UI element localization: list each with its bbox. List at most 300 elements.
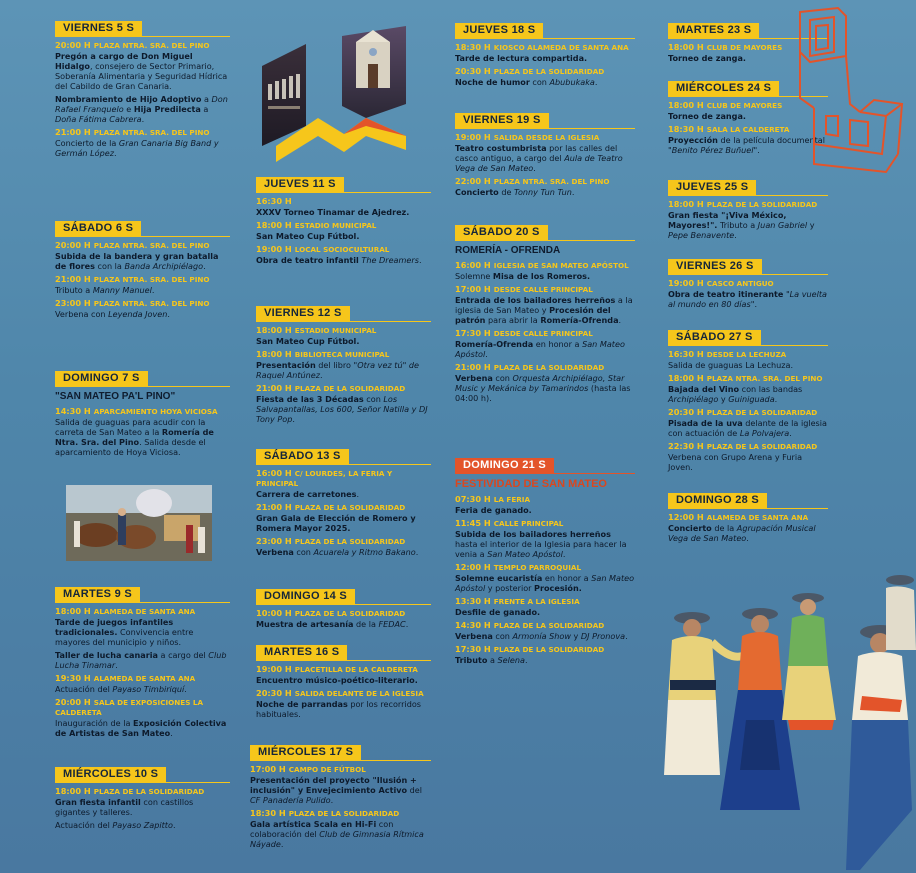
event-item (455, 494, 635, 515)
event-text: . (533, 163, 536, 173)
event-time: 21:00 H (55, 127, 91, 137)
day-header: MARTES 23 S (668, 23, 759, 38)
event-time-location (455, 328, 635, 339)
event-description (256, 699, 431, 719)
event-description (256, 394, 431, 424)
event-item (55, 298, 230, 319)
event-item (55, 697, 230, 738)
event-description (668, 523, 828, 543)
event-text: Concierto (668, 523, 712, 533)
event-description (256, 513, 431, 533)
event-description (55, 51, 230, 91)
event-text: Salida de guaguas para acudir con la carreta de San Mateo a la (55, 417, 206, 437)
event-text: Obra de teatro itinerante (668, 289, 784, 299)
event-time: 17:00 H (455, 284, 491, 294)
event-text: "Benito Pérez Buñuel" (668, 145, 758, 155)
event-time-location (455, 284, 635, 295)
romeria-oxcart-photo (66, 485, 212, 561)
event-text: . (172, 820, 176, 830)
event-description (455, 187, 635, 197)
day-header: DOMINGO 7 S (55, 371, 148, 386)
event-text: Manny Manuel (92, 285, 152, 295)
event-item (55, 240, 230, 271)
event-time-location (256, 536, 431, 547)
event-description (455, 339, 635, 359)
event-time: 14:30 H (55, 406, 91, 416)
event-text: Verbena con (55, 309, 109, 319)
event-text: a cargo del (157, 650, 209, 660)
event-time: 18:30 H (668, 124, 704, 134)
event-location: APARCAMIENTO HOYA VICIOSA (93, 407, 218, 416)
event-text: DJ Pronova (580, 631, 626, 641)
event-location: KIOSCO ALAMEDA DE SANTA ANA (493, 43, 629, 52)
event-text: Gran fiesta "¡Viva México, Mayores!". (668, 210, 787, 230)
event-location: BIBLIOTECA MUNICIPAL (294, 350, 390, 359)
event-text: The Dreamers (361, 255, 419, 265)
event-time-location (668, 407, 828, 418)
event-time-location (455, 260, 635, 271)
event-text: FEDAC (378, 619, 406, 629)
event-text: Romería-Ofrenda (540, 315, 619, 325)
day-divider (250, 760, 431, 761)
event-text: San Mateo Apóstol (455, 573, 635, 593)
event-text: Los Salvapantallas, Los 600, Señor Natilla y DJ Tony Pop (256, 394, 428, 424)
event-text: (hasta las 04:00 h). (455, 383, 631, 403)
day-divider (55, 602, 230, 603)
event-description (455, 53, 635, 63)
event-text: CF Panadería Pulido (250, 795, 331, 805)
event-time-location (256, 244, 431, 255)
event-description (455, 655, 635, 665)
event-time: 13:30 H (455, 596, 491, 606)
event-text: Leyenda Joven (108, 309, 168, 319)
event-text: con (293, 547, 314, 557)
event-text: Muestra de artesanía (256, 619, 354, 629)
event-text: Actuación del (55, 820, 113, 830)
event-time: 21:00 H (256, 502, 292, 512)
event-time: 23:00 H (55, 298, 91, 308)
event-item (256, 220, 431, 241)
event-item (55, 673, 230, 694)
event-time: 21:00 H (256, 383, 292, 393)
event-text: con (529, 77, 550, 87)
event-time-location (668, 512, 828, 523)
event-item (256, 502, 431, 533)
event-text: . (356, 489, 360, 499)
day-divider (668, 274, 828, 275)
day-divider (256, 660, 431, 661)
event-location: PLAZA DE LA SOLIDARIDAD (294, 609, 406, 618)
event-time-location (256, 468, 431, 489)
event-text: y (718, 394, 729, 404)
event-location: PLAZA NTRA. SRA. DEL PINO (93, 275, 210, 284)
event-description (455, 77, 635, 87)
day-section (55, 582, 230, 738)
event-location: PLACETILLA DE LA CALDERETA (294, 665, 418, 674)
event-text: . (562, 549, 566, 559)
event-description (455, 607, 635, 617)
event-time: 21:00 H (455, 362, 491, 372)
event-description (668, 452, 828, 472)
event-time-location (455, 176, 635, 187)
event-description (55, 718, 230, 738)
day-header: JUEVES 11 S (256, 177, 344, 192)
day-section (55, 16, 230, 158)
event-time: 18:00 H (668, 199, 704, 209)
event-text: Exposición Colectiva de Artistas de San Mateo (55, 718, 227, 738)
event-time-location (455, 596, 635, 607)
event-description (455, 505, 635, 515)
event-text: Tarde de lectura compartida. (455, 53, 588, 63)
event-description (256, 336, 431, 346)
event-item (256, 468, 431, 499)
event-description (250, 819, 431, 849)
day-section (455, 453, 635, 665)
event-location: IGLESIA DE SAN MATEO APÓSTOL (493, 261, 629, 270)
event-text: Torneo de zanga. (668, 111, 746, 121)
event-text: Gran fiesta infantil (55, 797, 141, 807)
event-text: delante de la iglesia con actuación de (668, 418, 827, 438)
event-text: . (774, 394, 778, 404)
day-divider (455, 128, 635, 129)
event-location: ALAMEDA DE SANTA ANA (93, 674, 196, 683)
event-item (668, 278, 828, 309)
event-text: Romería de Ntra. Sra. del Pino (55, 427, 214, 447)
event-text: para abrir la (485, 315, 541, 325)
event-time: 18:00 H (55, 606, 91, 616)
event-location: LOCAL SOCIOCULTURAL (294, 245, 390, 254)
event-time-location (55, 240, 230, 251)
event-text: . (170, 728, 173, 738)
event-time-location (455, 644, 635, 655)
event-text: e (123, 104, 134, 114)
event-time: 16:30 H (256, 196, 292, 206)
day-divider (256, 464, 431, 465)
event-item (455, 284, 635, 325)
event-text: La Polvajera (739, 428, 790, 438)
event-item (668, 373, 828, 404)
event-item (668, 512, 828, 543)
event-text: San Mateo Cup Fútbol. (256, 231, 360, 241)
event-item (668, 199, 828, 240)
event-text: Misa de los Romeros. (492, 271, 591, 281)
event-text: . (625, 631, 628, 641)
event-item (55, 606, 230, 647)
event-text: . (115, 660, 118, 670)
event-description (455, 271, 635, 281)
event-text: Procesión. (534, 583, 582, 593)
event-time-location (256, 664, 431, 675)
event-text: Guiniguada (728, 394, 775, 404)
event-time: 20:00 H (55, 240, 91, 250)
event-location: SALIDA DELANTE DE LA IGLESIA (294, 689, 424, 698)
event-time-location (455, 518, 635, 529)
event-time: 07:30 H (455, 494, 491, 504)
event-text: a (487, 655, 498, 665)
event-text: , consejero de Sector Primario, Soberanía Alimentaria y Seguridad Hídrica del Cabildo de Gran Canaria. (55, 61, 228, 91)
event-text: Concierto (455, 187, 499, 197)
event-text: y (807, 220, 815, 230)
day-header: VIERNES 19 S (455, 113, 549, 128)
event-text: Tributo a (717, 220, 758, 230)
day-header: JUEVES 25 S (668, 180, 756, 195)
event-text: XXXV Torneo Tinamar de Ajedrez. (256, 207, 410, 217)
event-text: con castillos gigantes y talleres. (55, 797, 194, 817)
day-section (256, 301, 431, 424)
event-time-location (455, 42, 635, 53)
event-text: . (184, 684, 187, 694)
event-text: Teatro costumbrista (455, 143, 547, 153)
event-time: 22:30 H (668, 441, 704, 451)
event-item (256, 688, 431, 719)
event-location: DESDE CALLE PRINCIPAL (493, 285, 593, 294)
event-text: Subida de la bandera y gran batalla de flores (55, 251, 219, 271)
event-location: PLAZA NTRA. SRA. DEL PINO (706, 374, 823, 383)
event-text: de (498, 187, 515, 197)
event-item (256, 196, 431, 217)
day-header: MARTES 16 S (256, 645, 347, 660)
event-time: 11:45 H (455, 518, 491, 528)
event-location: PLAZA DE LA SOLIDARIDAD (493, 645, 605, 654)
day-section (455, 108, 635, 197)
event-text: en honor a (542, 573, 592, 583)
event-time: 17:30 H (455, 644, 491, 654)
event-text: . (485, 349, 488, 359)
day-subtitle: ROMERÍA - OFRENDA (455, 245, 561, 256)
event-time: 12:00 H (668, 512, 704, 522)
event-text: Noche de parrandas (256, 699, 348, 709)
tower-line-icon (790, 4, 916, 176)
day-header: MIÉRCOLES 24 S (668, 81, 779, 96)
event-text: Aula de Teatro Vega de San Mateo (455, 153, 623, 173)
event-text: . (524, 655, 528, 665)
event-text: Armonía Show (512, 631, 571, 641)
event-time: 16:30 H (668, 349, 704, 359)
event-time-location (250, 764, 431, 775)
event-time: 22:00 H (455, 176, 491, 186)
event-description (256, 489, 431, 499)
event-location: TEMPLO PARROQUIAL (493, 563, 582, 572)
event-text: Presentación del proyecto "Ilusión + inclusión" y Envejecimiento Activo (250, 775, 417, 795)
event-text: Entrada de los bailadores herreños (455, 295, 616, 305)
day-section (668, 325, 828, 472)
day-section (55, 366, 230, 457)
event-text: Actuación del (55, 684, 113, 694)
event-text: Bajada del Vino (668, 384, 740, 394)
event-location: SALA LA CALDERETA (706, 125, 790, 134)
event-description (55, 285, 230, 295)
day-section (256, 584, 431, 629)
event-text: Noche de humor (455, 77, 530, 87)
event-text: . (330, 795, 334, 805)
event-time: 17:30 H (455, 328, 491, 338)
event-text: Gran Gala de Elección de Romero y Romera Mayor 2025. (256, 513, 416, 533)
event-text: Juan Gabriel (757, 220, 808, 230)
event-item (256, 536, 431, 557)
event-text: Banda Archipiélago (124, 261, 204, 271)
event-text: con colaboración del (250, 819, 394, 839)
day-divider (256, 192, 431, 193)
event-text: Torneo de zanga. (668, 53, 746, 63)
event-description (55, 94, 230, 124)
event-description (55, 797, 230, 817)
event-description (455, 295, 635, 325)
event-item (455, 328, 635, 359)
day-divider (668, 508, 828, 509)
event-text: de la (353, 619, 379, 629)
day-section (668, 488, 828, 543)
day-divider (55, 36, 230, 37)
event-text: . (594, 77, 598, 87)
event-text: . (280, 839, 284, 849)
event-text: Gran Canaria Big Band y Germán López (55, 138, 219, 158)
event-item (455, 260, 635, 281)
event-location: CLUB DE MAYORES (706, 101, 783, 110)
event-description (455, 573, 635, 593)
event-location: C/ LOURDES, LA FERIA Y PRINCIPAL (256, 469, 393, 488)
event-text: Hija Predilecta (133, 104, 201, 114)
event-item (250, 764, 431, 805)
event-item (256, 349, 431, 380)
event-time-location (668, 278, 828, 289)
event-text: por las calles del casco antiguo, a cargo del (455, 143, 618, 163)
day-divider (256, 604, 431, 605)
event-time: 20:00 H (55, 40, 91, 50)
event-time-location (668, 349, 828, 360)
event-description (455, 529, 635, 559)
event-text: "La vuelta al mundo en 80 días" (668, 289, 827, 309)
event-item (55, 406, 230, 457)
day-header: SÁBADO 6 S (55, 221, 141, 236)
event-time: 17:00 H (250, 764, 286, 774)
event-item (256, 325, 431, 346)
event-time-location (250, 808, 431, 819)
event-time: 20:30 H (455, 66, 491, 76)
event-time: 19:00 H (455, 132, 491, 142)
event-text: por los recorridos habituales. (256, 699, 421, 719)
event-description (55, 617, 230, 647)
event-text: de la (711, 523, 737, 533)
event-description (55, 820, 230, 830)
event-time: 23:00 H (256, 536, 292, 546)
event-time: 18:00 H (55, 786, 91, 796)
event-time: 18:00 H (256, 349, 292, 359)
day-section (668, 254, 828, 309)
event-time-location (256, 502, 431, 513)
event-time: 19:00 H (256, 664, 292, 674)
event-time: 18:00 H (668, 100, 704, 110)
event-text: . (746, 533, 749, 543)
event-time: 20:30 H (256, 688, 292, 698)
day-section (55, 216, 230, 319)
event-text: Desfile de ganado. (455, 607, 541, 617)
event-text: . (618, 315, 622, 325)
event-time-location (256, 325, 431, 336)
event-location: ESTADIO MUNICIPAL (294, 326, 377, 335)
event-time-location (256, 383, 431, 394)
event-text: Salida de guaguas La Lechuza. (668, 360, 794, 370)
event-text: con la (94, 261, 125, 271)
event-location: DESDE LA LECHUZA (706, 350, 787, 359)
event-text: con (363, 394, 384, 404)
event-text: . (405, 619, 409, 629)
event-text: . (734, 230, 737, 240)
day-divider (55, 236, 230, 237)
event-time-location (455, 620, 635, 631)
day-divider (668, 345, 828, 346)
event-description (455, 631, 635, 641)
event-time-location (55, 127, 230, 138)
event-time-location (256, 349, 431, 360)
event-location: LA FERIA (493, 495, 531, 504)
event-time: 18:30 H (455, 42, 491, 52)
day-section (256, 172, 431, 265)
event-text: a (201, 94, 212, 104)
day-header: MARTES 9 S (55, 587, 140, 602)
event-time: 14:30 H (455, 620, 491, 630)
event-text: Romería-Ofrenda (455, 339, 534, 349)
event-text: Orquesta Archipiélago, Star Music y Mekánica by Tamarindos (455, 373, 625, 393)
event-text: y (570, 631, 581, 641)
event-text: Tributo a (55, 285, 93, 295)
event-text: "Otra vez tú" de Raquel Antúnez (256, 360, 419, 380)
event-description (256, 360, 431, 380)
event-time: 19:00 H (256, 244, 292, 254)
event-item (256, 383, 431, 424)
event-text: Tributo (455, 655, 488, 665)
day-header: SÁBADO 27 S (668, 330, 761, 345)
event-description (455, 143, 635, 173)
event-location: PLAZA DE LA SOLIDARIDAD (706, 408, 818, 417)
event-time: 18:30 H (250, 808, 286, 818)
event-location: PLAZA DE LA SOLIDARIDAD (93, 787, 205, 796)
event-location: PLAZA DE LA SOLIDARIDAD (706, 200, 818, 209)
event-time: 10:00 H (256, 608, 292, 618)
event-text: Payaso Timbiriquí (112, 684, 185, 694)
event-description (668, 360, 828, 370)
day-header: JUEVES 18 S (455, 23, 543, 38)
event-text: Acuarela y Ritmo Bakano (313, 547, 416, 557)
event-text: Tonny Tun Tun (514, 187, 572, 197)
event-text: Encuentro músico-poético-literario. (256, 675, 418, 685)
event-location: PLAZA DE LA SOLIDARIDAD (706, 442, 818, 451)
event-text: Gala artística Scala en Hi-Fi (250, 819, 377, 829)
event-description (256, 619, 431, 629)
event-description (55, 417, 230, 457)
event-time-location (55, 274, 230, 285)
event-text: Inauguración de la (55, 718, 133, 728)
event-text: Selena (497, 655, 525, 665)
event-item (55, 786, 230, 817)
event-text: Fiesta de las 3 Décadas (256, 394, 364, 404)
event-text: Pepe Benavente (668, 230, 735, 240)
event-time: 18:00 H (668, 373, 704, 383)
event-text: . (203, 261, 206, 271)
day-header: SÁBADO 13 S (256, 449, 349, 464)
event-text: Subida de los bailadores herreños (455, 529, 611, 539)
day-header: SÁBADO 20 S (455, 225, 548, 240)
event-description (668, 289, 828, 309)
event-text: Agrupación Musical Vega de San Mateo (668, 523, 816, 543)
event-item (55, 650, 230, 670)
event-description (668, 418, 828, 438)
day-divider (455, 473, 635, 474)
event-time-location (668, 441, 828, 452)
event-location: PLAZA NTRA. SRA. DEL PINO (93, 128, 210, 137)
event-text: a la iglesia de San Mateo y (455, 295, 633, 315)
event-text: Proyección (668, 135, 718, 145)
event-text: Presentación (256, 360, 316, 370)
